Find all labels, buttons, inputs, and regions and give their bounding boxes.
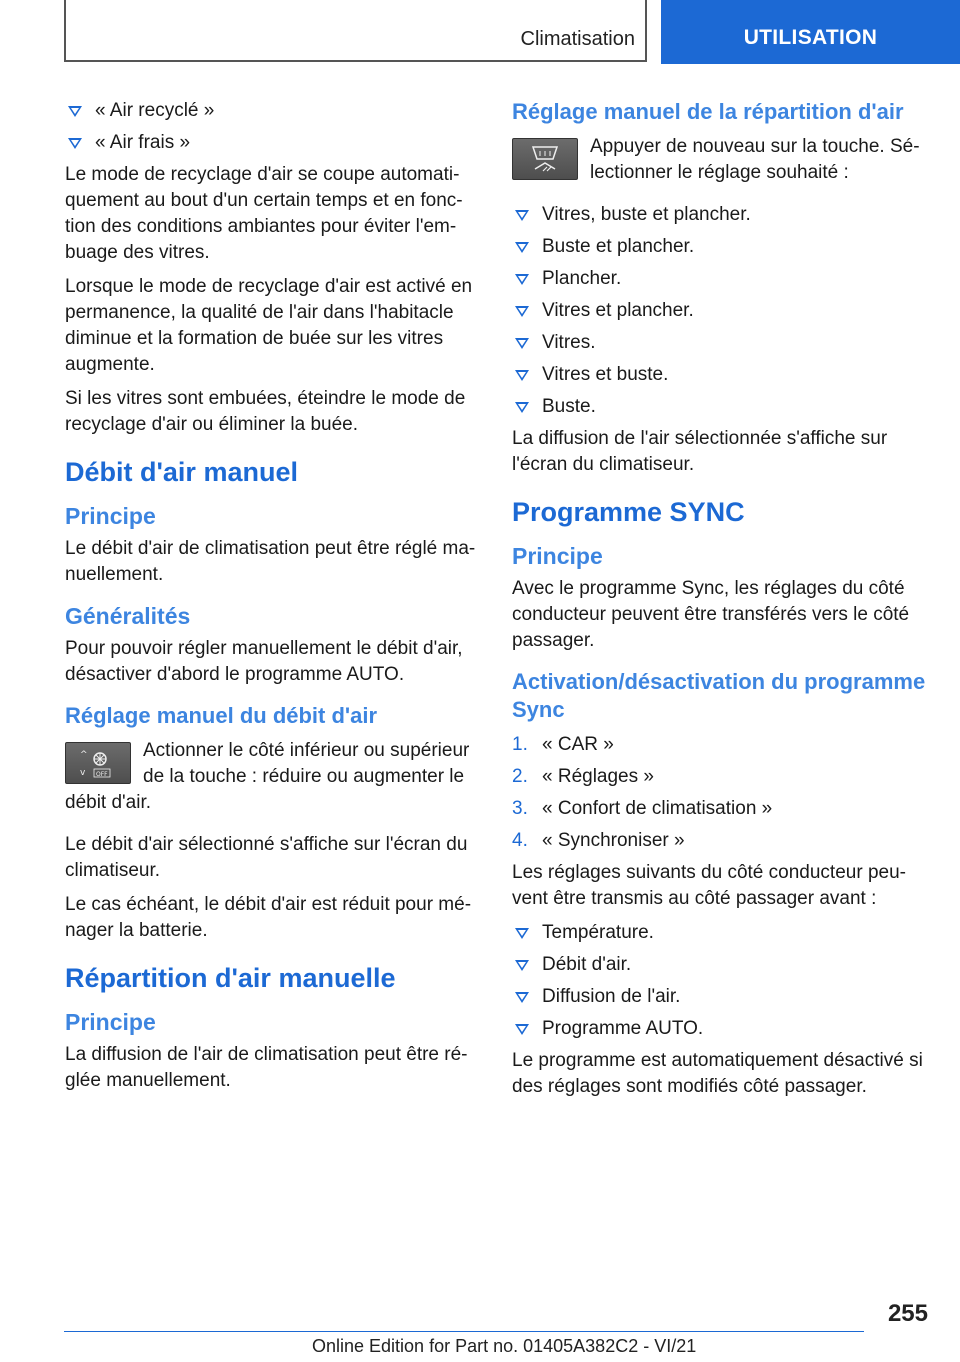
- paragraph: La diffusion de l'air sélectionnée s'affiche sur l'écran du climatiseur.: [512, 428, 888, 475]
- paragraph: Le débit d'air sélectionné s'affiche sur l'écran du climatiseur.: [65, 834, 468, 881]
- triangle-bullet-icon: [515, 338, 529, 349]
- right-column: [512, 98, 930, 1108]
- triangle-bullet-icon: [515, 1024, 529, 1035]
- distribution-button-row: [512, 134, 930, 194]
- section-heading-debit: Débit d'air manuel: [65, 457, 298, 487]
- list-item: 1. « CAR »: [512, 734, 614, 755]
- fan-button-row: [65, 738, 477, 824]
- svg-text:^: ^: [80, 750, 88, 760]
- triangle-bullet-icon: [68, 138, 82, 149]
- list-item: 2. « Réglages »: [512, 766, 654, 787]
- triangle-bullet-icon: [515, 370, 529, 381]
- section-heading-repartition: Répartition d'air manuelle: [65, 963, 396, 993]
- triangle-bullet-icon: [515, 274, 529, 285]
- list-item: Buste.: [512, 394, 930, 420]
- triangle-bullet-icon: [515, 210, 529, 221]
- air-distribution-button-icon: [512, 138, 578, 180]
- sync-steps-list: [512, 732, 930, 854]
- paragraph: Le débit d'air de climatisation peut être réglé manuellement.: [65, 538, 476, 585]
- subheading-reglage-debit: Réglage manuel du débit d'air: [65, 703, 378, 728]
- subheading-principe: Principe: [65, 1009, 156, 1035]
- header-section-title: Climatisation: [520, 28, 635, 50]
- paragraph: La diffusion de l'air de climatisation peut être réglée manuellement.: [65, 1044, 468, 1091]
- list-item: « Air recyclé »: [65, 98, 477, 124]
- paragraph: Actionner le côté inférieur ou supérieur de la touche : réduire ou augmenter le débit d'air.: [65, 740, 470, 813]
- paragraph: Appuyer de nouveau sur la touche. Sélectionner le réglage souhaité :: [590, 136, 920, 183]
- list-item: 3. « Confort de climatisation »: [512, 798, 773, 819]
- svg-text:OFF: OFF: [96, 771, 108, 778]
- footer-divider: [64, 1331, 864, 1332]
- subheading-reglage-repartition: Réglage manuel de la répartition d'air: [512, 99, 904, 124]
- subheading-principe: Principe: [65, 503, 156, 529]
- triangle-bullet-icon: [515, 402, 529, 413]
- subheading-generalites: Généralités: [65, 603, 191, 629]
- section-heading-sync: Programme SYNC: [512, 497, 745, 527]
- list-item: Vitres.: [512, 330, 930, 356]
- triangle-bullet-icon: [515, 306, 529, 317]
- list-item: Programme AUTO.: [512, 1016, 930, 1042]
- paragraph: Si les vitres sont embuées, éteindre le mode de recyclage d'air ou éliminer la buée.: [65, 388, 466, 435]
- list-item: 4. « Synchroniser »: [512, 830, 685, 851]
- paragraph: Pour pouvoir régler manuellement le débit d'air, désactiver d'abord le programme AUTO.: [65, 638, 463, 685]
- subheading-activation: Activation/désactivation du programme Sync: [512, 669, 926, 722]
- header-chapter-tab[interactable]: UTILISATION: [661, 0, 960, 64]
- list-item: Débit d'air.: [512, 952, 930, 978]
- paragraph: Le programme est automatiquement désactivé si des réglages sont modifiés côté passager.: [512, 1050, 923, 1097]
- footer-edition: Online Edition for Part no. 01405A382C2 - VI/21: [312, 1336, 697, 1356]
- paragraph: Avec le programme Sync, les réglages du côté conducteur peuvent être transférés vers le côté passager.: [512, 578, 910, 651]
- triangle-bullet-icon: [515, 960, 529, 971]
- air-mode-list: [65, 98, 477, 156]
- svg-text:v: v: [80, 768, 86, 778]
- paragraph: Lorsque le mode de recyclage d'air est activé en permanence, la qualité de l'air dans l'habitacle diminue et la formation de buée sur les vitres augmente.: [65, 276, 473, 375]
- page-number: 255: [887, 1300, 928, 1327]
- subheading-principe: Principe: [512, 543, 603, 569]
- list-item: Température.: [512, 920, 930, 946]
- distribution-list: [512, 202, 930, 420]
- paragraph: Le cas échéant, le débit d'air est réduit pour ménager la batterie.: [65, 894, 472, 941]
- paragraph: Le mode de recyclage d'air se coupe automatiquement au bout d'un certain temps et en fonction des conditions ambiantes pour éviter l'embuage des vitres.: [65, 164, 463, 263]
- header-frame: [64, 0, 647, 62]
- list-item: « Air frais »: [65, 130, 477, 156]
- triangle-bullet-icon: [515, 242, 529, 253]
- list-item: Vitres, buste et plancher.: [512, 202, 930, 228]
- paragraph: Les réglages suivants du côté conducteur peuvent être transmis au côté passager avant :: [512, 862, 906, 909]
- list-item: Vitres et plancher.: [512, 298, 930, 324]
- list-item: Diffusion de l'air.: [512, 984, 930, 1010]
- list-item: Vitres et buste.: [512, 362, 930, 388]
- sync-settings-list: [512, 920, 930, 1042]
- triangle-bullet-icon: [515, 928, 529, 939]
- list-item: Plancher.: [512, 266, 930, 292]
- left-column: [65, 98, 477, 1102]
- list-item: Buste et plancher.: [512, 234, 930, 260]
- triangle-bullet-icon: [515, 992, 529, 1003]
- triangle-bullet-icon: [68, 106, 82, 117]
- fan-button-icon: [65, 742, 131, 784]
